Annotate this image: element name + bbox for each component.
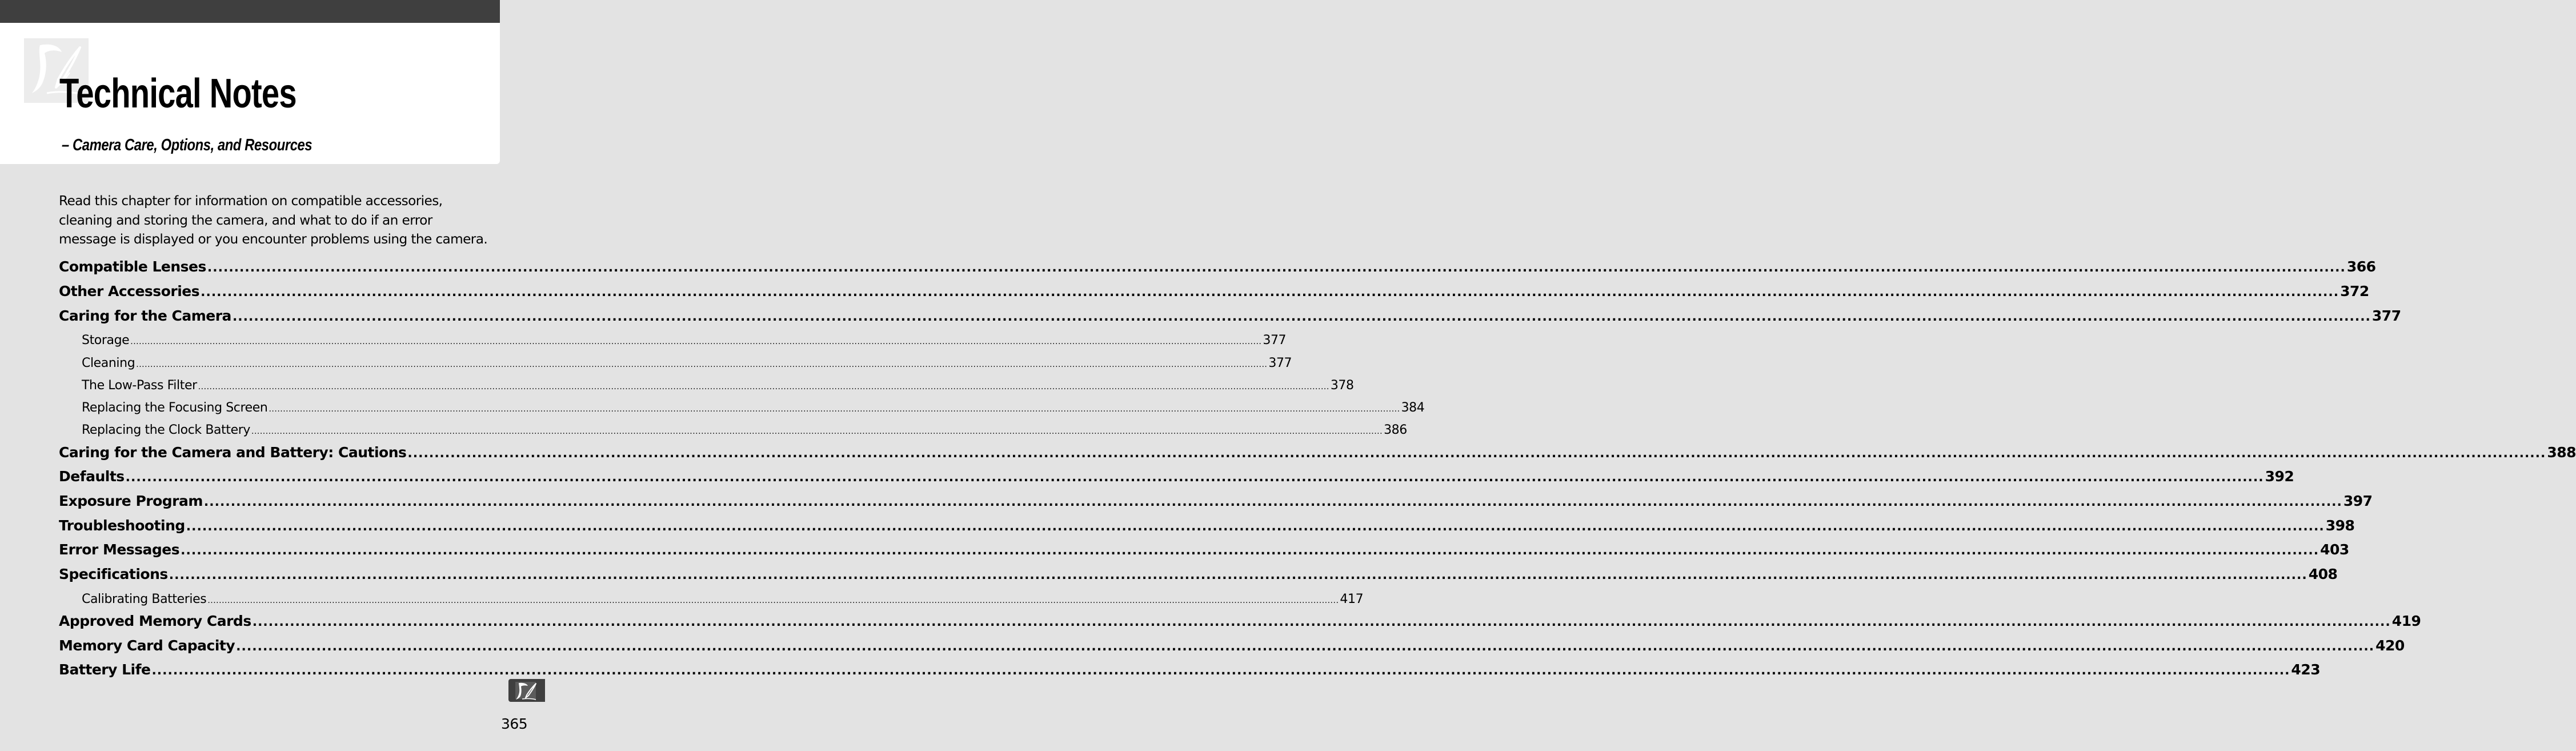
toc-entry[interactable] bbox=[59, 637, 2405, 654]
toc-leader-dots: ................................................................................................................................................................................................................................................................................................................................................................................................................ bbox=[130, 337, 1262, 346]
toc-leader-dots: ................................................................................................................................................................................................................................................................................................................................................................................................................ bbox=[232, 310, 2371, 324]
toc-entry[interactable] bbox=[59, 541, 2349, 558]
toc-leader-dots: ................................................................................................................................................................................................................................................................................................................................................................................................................ bbox=[151, 664, 2290, 678]
toc-entry[interactable] bbox=[59, 566, 2338, 582]
toc-subentry[interactable] bbox=[82, 333, 1287, 347]
toc-entry-label: Exposure Program bbox=[59, 493, 203, 509]
top-bar bbox=[0, 0, 500, 23]
toc-entry-page: 392 bbox=[2265, 468, 2294, 485]
chapter-title: Technical Notes bbox=[59, 71, 297, 117]
toc-entry-page: 377 bbox=[1263, 333, 1287, 347]
intro-line: message is displayed or you encounter problems using the camera. bbox=[59, 231, 488, 247]
toc-entry-label: Caring for the Camera bbox=[59, 307, 231, 324]
toc-entry-page: 386 bbox=[1384, 423, 1407, 437]
toc-leader-dots: ................................................................................................................................................................................................................................................................................................................................................................................................................ bbox=[207, 596, 1339, 605]
toc-entry[interactable] bbox=[59, 307, 2401, 324]
toc-subentry[interactable] bbox=[82, 378, 1354, 393]
intro-line: Read this chapter for information on compatible accessories, bbox=[59, 193, 443, 209]
toc-entry-label: Replacing the Clock Battery bbox=[82, 423, 250, 437]
toc-entry[interactable] bbox=[59, 258, 2376, 275]
toc-leader-dots: ................................................................................................................................................................................................................................................................................................................................................................................................................ bbox=[251, 427, 1383, 436]
toc-leader-dots: ................................................................................................................................................................................................................................................................................................................................................................................................................ bbox=[181, 544, 2319, 558]
toc-leader-dots: ................................................................................................................................................................................................................................................................................................................................................................................................................ bbox=[252, 615, 2391, 629]
chapter-subtitle: – Camera Care, Options, and Resources bbox=[62, 136, 313, 154]
toc-entry-page: 397 bbox=[2343, 493, 2373, 509]
toc-entry-page: 408 bbox=[2308, 566, 2338, 582]
toc-entry-page: 420 bbox=[2375, 637, 2405, 654]
intro-line: cleaning and storing the camera, and what to do if an error bbox=[59, 212, 432, 228]
toc-leader-dots: ................................................................................................................................................................................................................................................................................................................................................................................................................ bbox=[136, 360, 1268, 369]
page-number: 365 bbox=[501, 716, 528, 732]
toc-entry-label: Error Messages bbox=[59, 541, 180, 558]
toc-leader-dots: ................................................................................................................................................................................................................................................................................................................................................................................................................ bbox=[207, 261, 2346, 275]
intro-paragraph bbox=[59, 191, 510, 249]
toc-entry[interactable] bbox=[59, 468, 2294, 485]
toc-entry-page: 419 bbox=[2391, 613, 2421, 629]
toc-subentry[interactable] bbox=[82, 356, 1292, 370]
toc-entry-label: Specifications bbox=[59, 566, 168, 582]
toc-entry-page: 366 bbox=[2346, 258, 2376, 275]
toc-entry-label: The Low-Pass Filter bbox=[82, 378, 197, 393]
toc-entry-page: 377 bbox=[2371, 307, 2401, 324]
toc-entry[interactable] bbox=[59, 661, 2321, 678]
toc-entry-label: Replacing the Focusing Screen bbox=[82, 401, 268, 415]
toc-entry-page: 388 bbox=[2547, 444, 2576, 461]
toc-entry-label: Defaults bbox=[59, 468, 125, 485]
toc-entry-label: Storage bbox=[82, 333, 130, 347]
toc-entry-page: 378 bbox=[1330, 378, 1354, 393]
toc-entry-label: Memory Card Capacity bbox=[59, 637, 235, 654]
toc-entry[interactable] bbox=[59, 493, 2373, 509]
toc-leader-dots: ................................................................................................................................................................................................................................................................................................................................................................................................................ bbox=[269, 405, 1400, 414]
toc-entry-page: 423 bbox=[2291, 661, 2321, 678]
quill-pen-icon bbox=[513, 681, 540, 700]
toc-entry-label: Troubleshooting bbox=[59, 517, 185, 534]
toc-entry[interactable] bbox=[59, 613, 2421, 629]
toc-subentry[interactable] bbox=[82, 401, 1425, 415]
toc-entry-label: Caring for the Camera and Battery: Cautions bbox=[59, 444, 407, 461]
toc-entry-label: Other Accessories bbox=[59, 283, 200, 299]
toc-entry-page: 384 bbox=[1401, 401, 1425, 415]
toc-subentry[interactable] bbox=[82, 423, 1407, 437]
toc-entry-label: Compatible Lenses bbox=[59, 258, 206, 275]
toc-leader-dots: ................................................................................................................................................................................................................................................................................................................................................................................................................ bbox=[203, 495, 2342, 509]
toc-entry-page: 398 bbox=[2325, 517, 2355, 534]
toc-entry-label: Calibrating Batteries bbox=[82, 592, 207, 606]
toc-entry[interactable] bbox=[59, 517, 2355, 534]
toc-entry-label: Battery Life bbox=[59, 661, 151, 678]
chapter-tab[interactable] bbox=[508, 679, 545, 702]
toc-entry-page: 372 bbox=[2340, 283, 2369, 299]
toc-entry-page: 377 bbox=[1268, 356, 1292, 370]
toc-subentry[interactable] bbox=[82, 592, 1364, 606]
toc-entry-label: Cleaning bbox=[82, 356, 135, 370]
toc-leader-dots: ................................................................................................................................................................................................................................................................................................................................................................................................................ bbox=[407, 446, 2546, 461]
toc-entry-label: Approved Memory Cards bbox=[59, 613, 251, 629]
toc-entry-page: 417 bbox=[1340, 592, 1364, 606]
toc-leader-dots: ................................................................................................................................................................................................................................................................................................................................................................................................................ bbox=[198, 382, 1329, 392]
toc-leader-dots: ................................................................................................................................................................................................................................................................................................................................................................................................................ bbox=[125, 470, 2264, 485]
toc-leader-dots: ................................................................................................................................................................................................................................................................................................................................................................................................................ bbox=[186, 520, 2325, 534]
toc-entry[interactable] bbox=[59, 283, 2369, 299]
toc-leader-dots: ................................................................................................................................................................................................................................................................................................................................................................................................................ bbox=[169, 568, 2307, 582]
toc-leader-dots: ................................................................................................................................................................................................................................................................................................................................................................................................................ bbox=[236, 640, 2375, 654]
toc-entry[interactable] bbox=[59, 444, 2576, 461]
toc-entry-page: 403 bbox=[2320, 541, 2349, 558]
toc-leader-dots: ................................................................................................................................................................................................................................................................................................................................................................................................................ bbox=[201, 285, 2339, 299]
